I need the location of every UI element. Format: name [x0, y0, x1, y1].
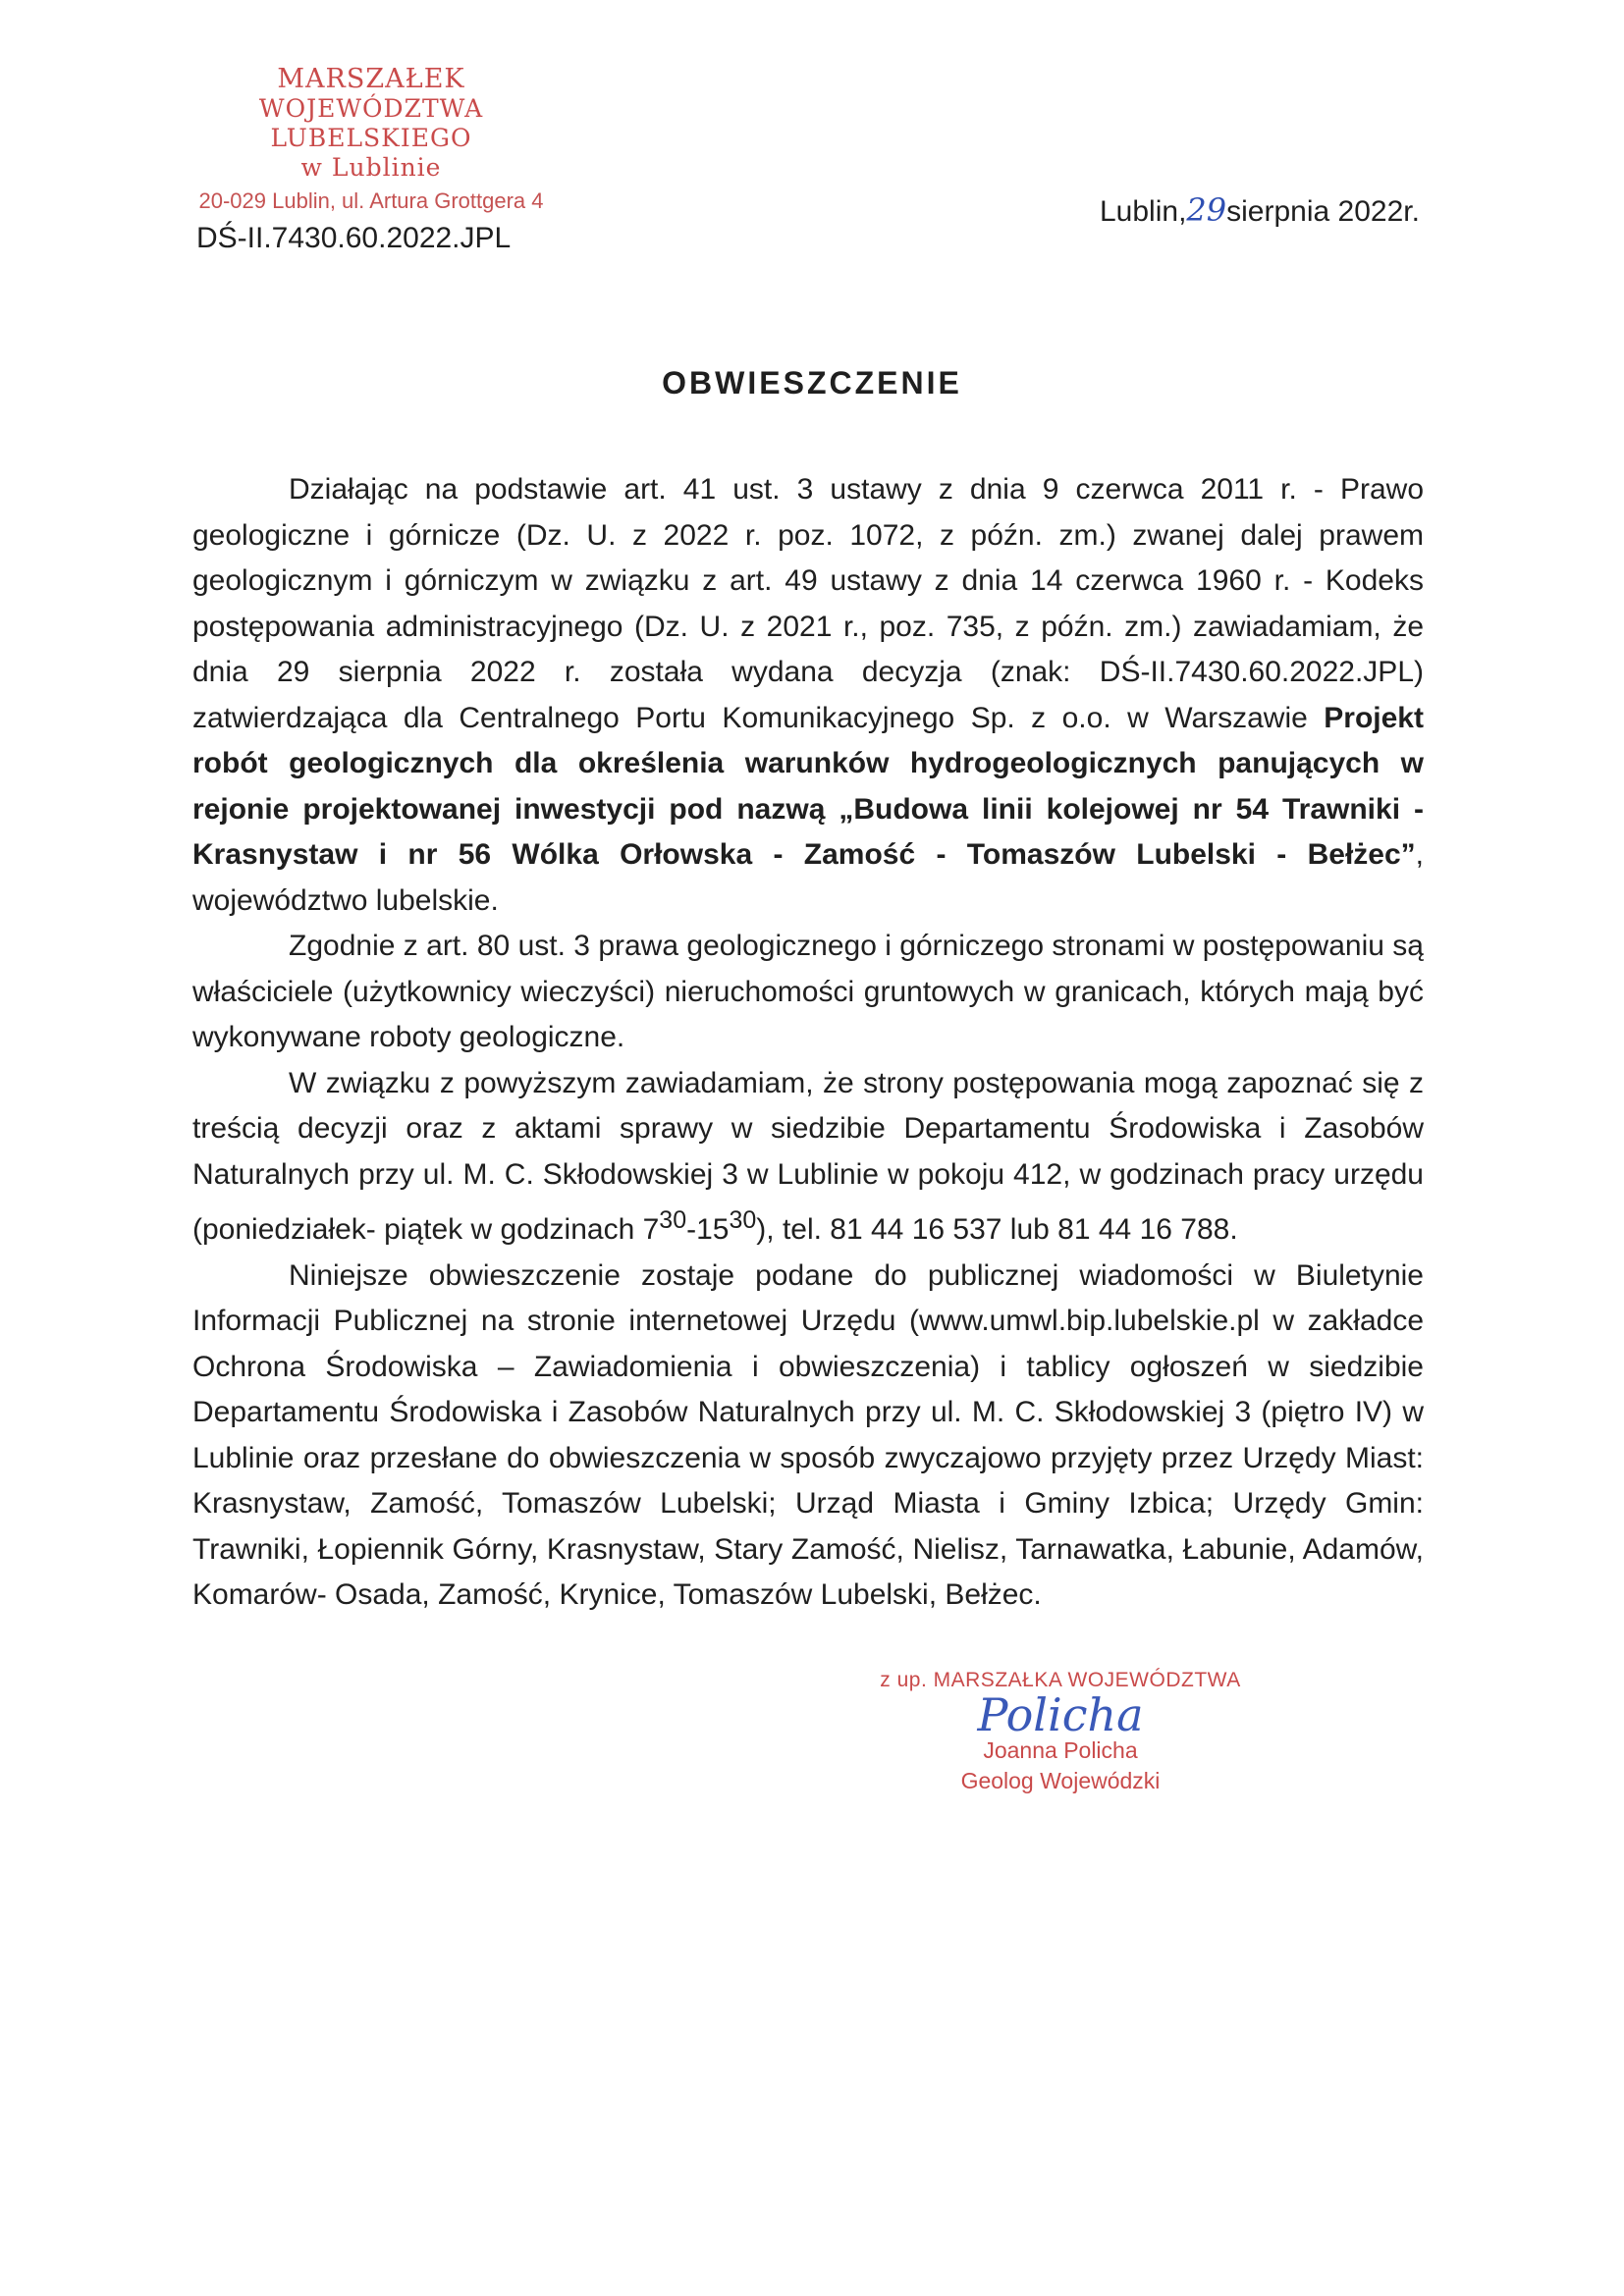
handwritten-signature: Policha — [977, 1688, 1144, 1741]
hours-superscript-1: 30 — [659, 1206, 687, 1234]
signatory-role: Geolog Wojewódzki — [960, 1768, 1161, 1793]
stamp-line-1: MARSZAŁEK — [277, 64, 465, 94]
stamp-address: 20-029 Lublin, ul. Artura Grottgera 4 — [198, 188, 544, 213]
signature-stamp — [864, 1669, 1257, 1794]
paragraph-1-end: , województwo lubelskie. — [192, 838, 1424, 917]
paragraph-3-text: W związku z powyższym zawiadamiam, że strony postępowania mogą zapoznać się z treścią decyzji oraz z aktami sprawy w siedzibie Departamentu Środowiska i Zasobów Naturalnych przy ul. M. C. Skłodowskiej 3 w Lublinie w pokoju 412, w godzinach pracy urzędu (poniedziałek- piątek w godzinach 7 — [192, 1066, 1424, 1246]
paragraph-3-mid: -15 — [686, 1213, 730, 1246]
stamp-line-3: w Lublinie — [300, 153, 442, 182]
paragraph-3 — [192, 1061, 1424, 1254]
date-rest: sierpnia 2022r. — [1226, 195, 1420, 228]
paragraph-4: Niniejsze obwieszczenie zostaje podane do publicznej wiadomości w Biuletynie Informacji Publicznej na stronie internetowej Urzędu (www.umwl.bip.lubelskie.pl w zakładce Ochrona Środowiska – Zawiadomienia i obwieszczenia) i tablicy ogłoszeń w siedzibie Departamentu Środowiska i Zasobów Naturalnych przy ul. M. C. Skłodowskiej 3 (piętro IV) w Lublinie oraz przesłane do obwieszczenia w sposób zwyczajowo przyjęty przez Urzędy Miast: Krasnystaw, Zamość, Tomaszów Lubelski; Urząd Miasta i Gminy Izbica; Urzędy Gmin: Trawniki, Łopiennik Górny, Krasnystaw, Stary Zamość, Nielisz, Tarnawatka, Łabunie, Adamów, Komarów- Osada, Zamość, Krynice, Tomaszów Lubelski, Bełżec. — [192, 1258, 1424, 1611]
paragraph-2: Zgodnie z art. 80 ust. 3 prawa geologicznego i górniczego stronami w postępowaniu są właściciele (użytkownicy wieczyści) nieruchomości gruntowych w granicach, których mają być wykonywane roboty geologiczne. — [192, 930, 1424, 1053]
office-stamp — [165, 65, 577, 216]
signatory-name: Joanna Policha — [983, 1737, 1138, 1763]
document-date — [1100, 191, 1420, 229]
date-place: Lublin, — [1100, 195, 1187, 228]
hours-superscript-2: 30 — [729, 1206, 757, 1234]
paragraph-1-text: Działając na podstawie art. 41 ust. 3 ustawy z dnia 9 czerwca 2011 r. - Prawo geologiczne i górnicze (Dz. U. z 2022 r. poz. 1072, z późn. zm.) zwanej dalej prawem geologicznym i górniczym w związku z art. 49 ustawy z dnia 14 czerwca 1960 r. - Kodeks postępowania administracyjnego (Dz. U. z 2021 r., poz. 735, z późn. zm.) zawiadamiam, że dnia 29 sierpnia 2022 r. została wydana decyzja (znak: DŚ-II.7430.60.2022.JPL) zatwierdzająca dla Centralnego Portu Komunikacyjnego Sp. z o.o. w Warszawie — [192, 473, 1424, 734]
signature-authorization: z up. MARSZAŁKA WOJEWÓDZTWA — [880, 1669, 1241, 1691]
date-day-handwritten: 29 — [1186, 191, 1227, 229]
paragraph-1 — [192, 467, 1424, 924]
stamp-line-2: WOJEWÓDZTWA LUBELSKIEGO — [258, 94, 484, 152]
document-title: OBWIESZCZENIE — [662, 365, 962, 400]
case-reference: DŚ-II.7430.60.2022.JPL — [196, 222, 512, 254]
paragraph-3-end: ), tel. 81 44 16 537 lub 81 44 16 788. — [756, 1213, 1238, 1246]
paragraph-1-bold: Projekt robót geologicznych dla określenia warunków hydrogeologicznych panujących w rejonie projektowanej inwestycji pod nazwą „Budowa linii kolejowej nr 54 Trawniki - Krasnystaw i nr 56 Wólka Orłowska - Zamość - Tomaszów Lubelski - Bełżec” — [192, 701, 1424, 871]
document-body — [192, 467, 1424, 1619]
